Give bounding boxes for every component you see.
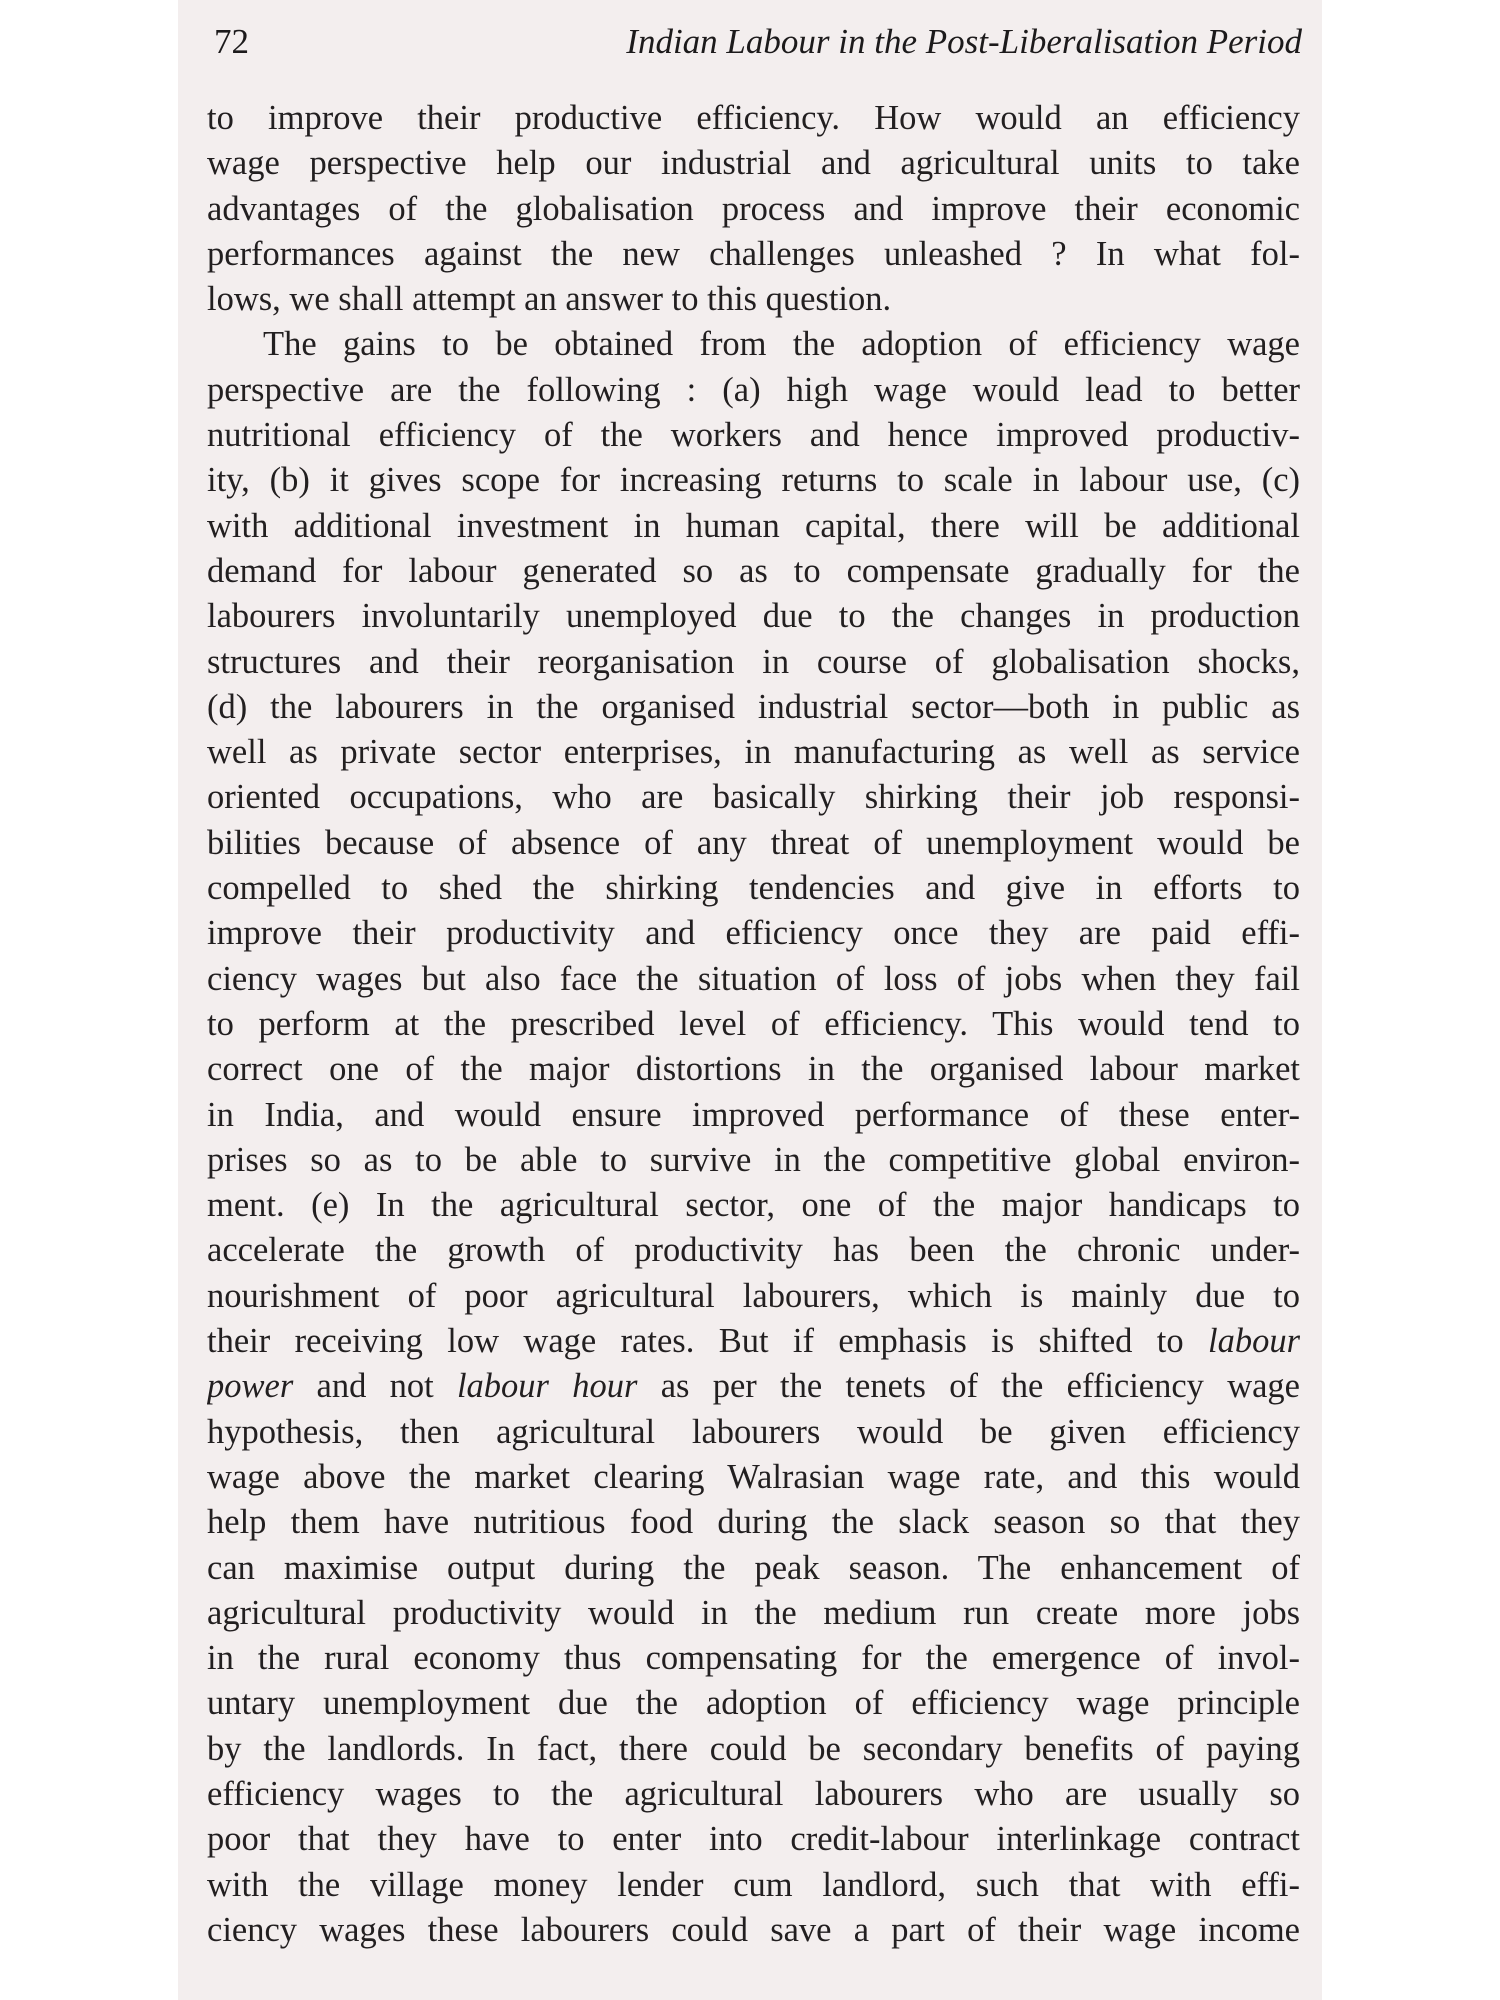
text-line: ciency wages these labourers could save a part of their wage income xyxy=(207,1910,1300,1949)
text-line: demand for labour generated so as to compensate gradually for the xyxy=(207,551,1300,590)
text-line: performances against the new challenges unleashed ? In what fol- xyxy=(207,234,1300,273)
text-line: ciency wages but also face the situation of loss of jobs when they fail xyxy=(207,959,1300,998)
text-run: and not xyxy=(293,1367,457,1406)
text-line: structures and their reorganisation in course of globalisation shocks, xyxy=(207,642,1300,681)
text-line: oriented occupations, who are basically shirking their job responsi- xyxy=(207,778,1300,817)
text-line: wage above the market clearing Walrasian wage rate, and this would xyxy=(207,1457,1300,1496)
text-line: ment. (e) In the agricultural sector, one of the major handicaps to xyxy=(207,1186,1300,1225)
text-line: in the rural economy thus compensating for the emergence of invol- xyxy=(207,1639,1300,1678)
text-line: agricultural productivity would in the medium run create more jobs xyxy=(207,1593,1300,1632)
text-line: accelerate the growth of productivity has been the chronic under- xyxy=(207,1231,1300,1270)
text-line: bilities because of absence of any threat of unemployment would be xyxy=(207,823,1300,862)
text-line: improve their productivity and efficiency once they are paid effi- xyxy=(207,914,1300,953)
text-run: as per the tenets of the efficiency wage xyxy=(637,1367,1300,1406)
text-line: nourishment of poor agricultural labourers, which is mainly due to xyxy=(207,1276,1300,1315)
text-run: their receiving low wage rates. But if emphasis is shifted to xyxy=(207,1322,1208,1361)
text-line: well as private sector enterprises, in manufacturing as well as service xyxy=(207,733,1300,772)
italic-emphasis: labour xyxy=(1207,1322,1300,1361)
text-line: hypothesis, then agricultural labourers would be given efficiency xyxy=(207,1412,1300,1451)
book-page xyxy=(178,0,1322,2000)
text-line: ity, (b) it gives scope for increasing returns to scale in labour use, (c) xyxy=(207,461,1300,500)
text-line: efficiency wages to the agricultural labourers who are usually so xyxy=(207,1774,1300,1813)
text-line: untary unemployment due the adoption of efficiency wage principle xyxy=(207,1684,1300,1723)
text-line: compelled to shed the shirking tendencies and give in efforts to xyxy=(207,869,1300,908)
text-line: lows, we shall attempt an answer to this question. xyxy=(207,280,892,319)
text-line: wage perspective help our industrial and agricultural units to take xyxy=(207,144,1300,183)
text-line: with additional investment in human capital, there will be additional xyxy=(207,506,1300,545)
text-line: in India, and would ensure improved performance of these enter- xyxy=(207,1095,1300,1134)
text-line: with the village money lender cum landlord, such that with effi- xyxy=(207,1865,1300,1904)
text-line: prises so as to be able to survive in the competitive global environ- xyxy=(207,1140,1300,1179)
text-line: labourers involuntarily unemployed due to the changes in production xyxy=(207,597,1300,636)
text-line: correct one of the major distortions in the organised labour market xyxy=(207,1050,1300,1089)
text-line: (d) the labourers in the organised industrial sector—both in public as xyxy=(207,687,1300,726)
running-head xyxy=(214,22,1302,68)
page-number: 72 xyxy=(214,22,249,61)
book-title: Indian Labour in the Post-Liberalisation Period xyxy=(626,22,1302,61)
text-line: nutritional efficiency of the workers and hence improved productiv- xyxy=(207,416,1300,455)
text-line: to improve their productive efficiency. How would an efficiency xyxy=(207,99,1300,137)
text-line: poor that they have to enter into credit-labour interlinkage contract xyxy=(207,1820,1300,1859)
text-line: help them have nutritious food during the slack season so that they xyxy=(207,1503,1300,1542)
text-line xyxy=(207,1364,1300,1409)
body-text xyxy=(207,96,1300,1953)
text-line: perspective are the following : (a) high wage would lead to better xyxy=(207,370,1300,409)
italic-emphasis: power xyxy=(207,1367,294,1406)
text-line: by the landlords. In fact, there could be secondary benefits of paying xyxy=(207,1729,1300,1768)
paragraph-first-line: The gains to be obtained from the adoption of efficiency wage xyxy=(263,325,1300,364)
text-line: can maximise output during the peak season. The enhancement of xyxy=(207,1548,1300,1587)
text-line: advantages of the globalisation process and improve their economic xyxy=(207,189,1300,228)
text-line: to perform at the prescribed level of efficiency. This would tend to xyxy=(207,1004,1300,1043)
italic-emphasis: labour hour xyxy=(456,1367,638,1406)
text-line xyxy=(207,1319,1300,1364)
